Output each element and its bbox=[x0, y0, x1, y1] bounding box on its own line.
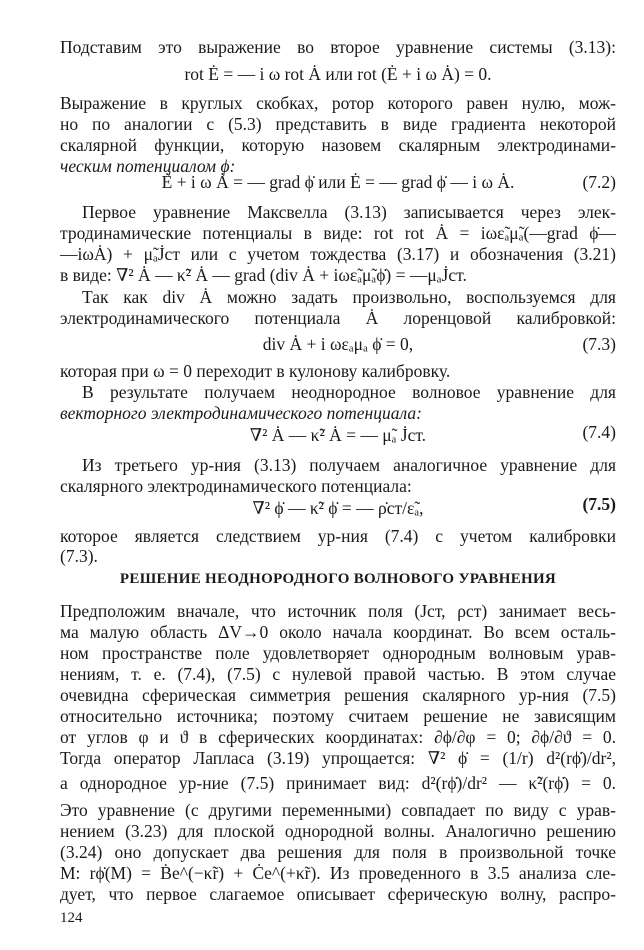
page-number: 124 bbox=[60, 910, 83, 926]
equation: ∇² Ȧ — κ̃² Ȧ = — μ̃ₐ J̇ст. bbox=[249, 425, 427, 445]
equation: Ė + i ω Ȧ = — grad ϕ̇ или Ė = — grad ϕ̇ — i ω Ȧ. bbox=[161, 172, 515, 192]
text-line: (7.3). bbox=[60, 546, 98, 566]
text-line: ном пространстве поле удовлетворяет однородным волновым урав- bbox=[60, 643, 616, 663]
text-line: скалярной функции, которую назовем скалярным электродинами- bbox=[60, 135, 616, 155]
text-line: (3.24) оно допускает два решения для поля в произвольной точке bbox=[60, 842, 616, 862]
text-line: Это уравнение (с другими переменными) совпадает по виду с урав- bbox=[60, 800, 616, 820]
text-line: В результате получаем неоднородное волновое уравнение для bbox=[82, 382, 616, 402]
text-line: ма малую область ΔV→0 около начала координат. Во всем осталь- bbox=[60, 622, 616, 642]
text-line: дует, что первое слагаемое описывает сферическую волну, распро- bbox=[60, 884, 616, 904]
equation-number: (7.2) bbox=[582, 172, 616, 192]
text-line: M: rϕ̇(M) = Ḃe^(−κ̃r) + Ċe^(+κ̃r). Из проведенного в 3.5 анализа сле- bbox=[60, 863, 616, 883]
text-line: Из третьего ур-ния (3.13) получаем аналогичное уравнение для bbox=[82, 455, 616, 475]
text-line: Тогда оператор Лапласа (3.19) упрощается: ∇² ϕ̇ = (1/r) d²(rϕ̇)/dr², bbox=[60, 748, 616, 768]
text-line: Предположим вначале, что источник поля (Jст, ρст) занимает весь- bbox=[60, 601, 616, 621]
text-line: скалярного электродинамического потенциала: bbox=[60, 476, 412, 496]
text-line: но по аналогии с (5.3) представить в виде градиента некоторой bbox=[60, 114, 616, 134]
equation: rot Ė = — i ω rot Ȧ или rot (Ė + i ω Ȧ) = 0. bbox=[184, 64, 492, 84]
text-line: электродинамического потенциала Ȧ лоренцовой калибровкой: bbox=[60, 308, 616, 328]
text-line: векторного электродинамического потенциала: bbox=[60, 403, 422, 423]
text-line: в виде: ∇² Ȧ — κ̃² Ȧ — grad (div Ȧ + iωε̃ₐμ̃ₐϕ̇) = —μₐJ̇ст. bbox=[60, 265, 467, 285]
equation: ∇² ϕ̇ — κ̃² ϕ̇ = — ρ̇ст/ε̃ₐ, bbox=[252, 498, 424, 518]
equation-number: (7.5) bbox=[582, 494, 616, 514]
text-line: очевидна сферическая симметрия решения скалярного ур-ния (7.5) bbox=[60, 685, 616, 705]
equation-number: (7.4) bbox=[582, 422, 616, 442]
text-line: нением (3.23) для плоской однородной волны. Аналогично решению bbox=[60, 821, 616, 841]
text-line: Подставим это выражение во второе уравнение системы (3.13): bbox=[60, 37, 616, 57]
text-line: которая при ω = 0 переходит в кулонову калибровку. bbox=[60, 361, 451, 381]
text-line: Выражение в круглых скобках, ротор которого равен нулю, мож- bbox=[60, 93, 616, 113]
text-line: Так как div Ȧ можно задать произвольно, воспользуемся для bbox=[82, 287, 616, 307]
equation-number: (7.3) bbox=[582, 334, 616, 354]
section-heading: РЕШЕНИЕ НЕОДНОРОДНОГО ВОЛНОВОГО УРАВНЕНИЯ bbox=[119, 571, 557, 587]
text-line: тродинамические потенциалы в виде: rot rot Ȧ = iωε̃ₐμ̃ₐ(—grad ϕ̇— bbox=[60, 223, 616, 243]
text-line: нениям, т. е. (7.4), (7.5) с нулевой правой частью. В этом случае bbox=[60, 664, 616, 684]
text-line: —iωȦ) + μ̃ₐJ̇ст или с учетом тождества (3.17) и обозначения (3.21) bbox=[60, 244, 616, 264]
text-line: ческим потенциалом ϕ: bbox=[60, 156, 236, 176]
text-line: а однородное ур-ние (7.5) принимает вид: d²(rϕ̇)/dr² — κ̃²(rϕ̇) = 0. bbox=[60, 773, 616, 793]
text-line: которое является следствием ур-ния (7.4) с учетом калибровки bbox=[60, 526, 616, 546]
text-line: Первое уравнение Максвелла (3.13) записывается через элек- bbox=[82, 202, 616, 222]
equation: div Ȧ + i ωεₐμₐ ϕ̇ = 0, bbox=[262, 334, 414, 354]
text-line: от углов φ и ϑ в сферических координатах: ∂ϕ/∂φ = 0; ∂ϕ/∂ϑ = 0. bbox=[60, 727, 616, 747]
text-line: относительно источника; поэтому считаем решение не зависящим bbox=[60, 706, 616, 726]
